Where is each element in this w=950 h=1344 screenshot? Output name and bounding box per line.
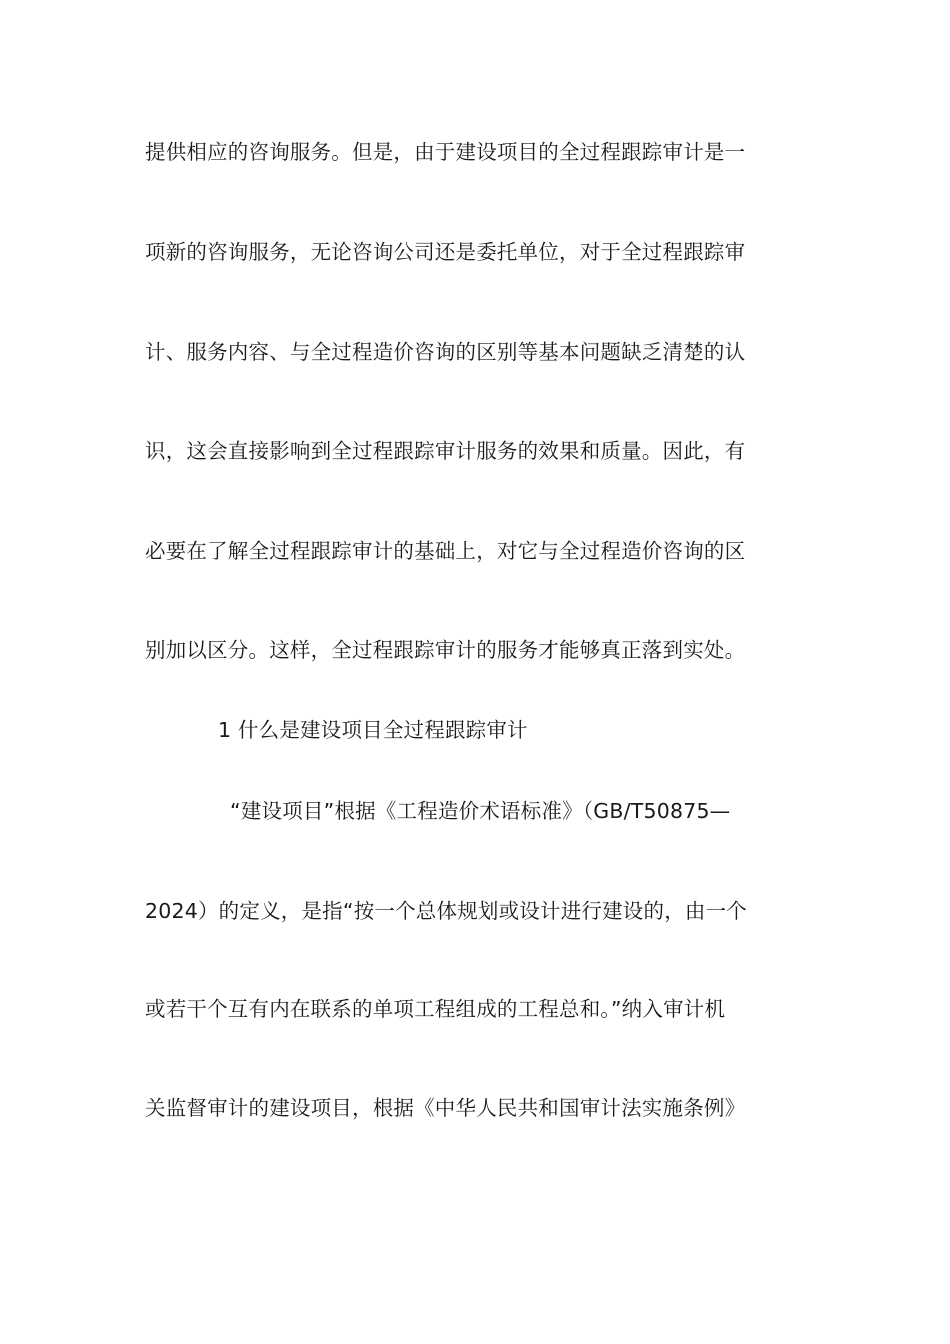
paragraph-2-line-2: 2024）的定义，是指“按一个总体规划或设计进行建设的，由一个	[145, 899, 747, 923]
paragraph-1-line-6: 别加以区分。这样，全过程跟踪审计的服务才能够真正落到实处。	[145, 638, 746, 662]
paragraph-1-line-5: 必要在了解全过程跟踪审计的基础上，对它与全过程造价咨询的区	[145, 539, 746, 563]
paragraph-1-line-3: 计、服务内容、与全过程造价咨询的区别等基本问题缺乏清楚的认	[145, 340, 746, 364]
paragraph-1-line-2: 项新的咨询服务，无论咨询公司还是委托单位，对于全过程跟踪审	[145, 240, 746, 264]
paragraph-2-line-1: “建设项目”根据《工程造价术语标准》（GB/T50875—	[230, 799, 731, 823]
paragraph-1-line-1: 提供相应的咨询服务。但是，由于建设项目的全过程跟踪审计是一	[145, 140, 746, 164]
paragraph-2-line-4: 关监督审计的建设项目，根据《中华人民共和国审计法实施条例》	[145, 1096, 746, 1120]
paragraph-2-line-3: 或若干个互有内在联系的单项工程组成的工程总和。”纳入审计机	[145, 997, 726, 1021]
paragraph-1-line-4: 识，这会直接影响到全过程跟踪审计服务的效果和质量。因此，有	[145, 439, 746, 463]
section-heading: 1 什么是建设项目全过程跟踪审计	[218, 718, 528, 742]
